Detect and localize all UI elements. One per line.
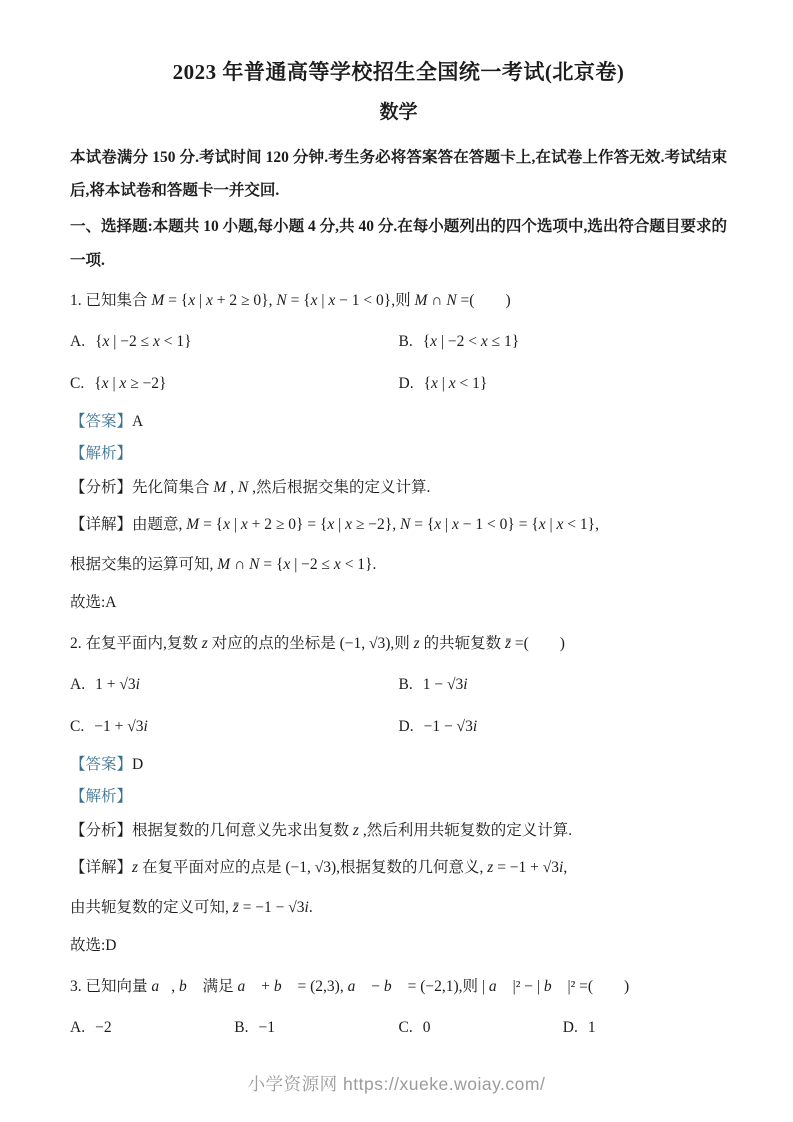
answer-value: A	[132, 413, 144, 430]
answer-label: 【答案】	[70, 413, 133, 430]
option-b	[399, 321, 728, 363]
question-2	[70, 626, 727, 964]
doc-subtitle: 数学	[379, 102, 418, 123]
option-label: B.	[398, 333, 413, 350]
option-c	[70, 706, 399, 748]
question-1-stem: 1. 已知集合 M = {x | x + 2 ≥ 0}, N = {x | x − 1 < 0},则 M ∩ N =( )	[70, 292, 511, 309]
analysis-line: 【分析】根据复数的几何意义先求出复数 z ,然后利用共轭复数的定义计算.	[70, 822, 573, 839]
option-label: D.	[562, 1019, 578, 1036]
detail-line: 由共轭复数的定义可知, z̄ = −1 − √3i.	[70, 899, 313, 916]
question-2-stem: 2. 在复平面内,复数 z 对应的点的坐标是 (−1, √3),则 z 的共轭复数 z̄ =( )	[70, 635, 565, 652]
doc-title: 2023 年普通高等学校招生全国统一考试(北京卷)	[172, 60, 625, 84]
option-label: D.	[398, 375, 414, 392]
option-d	[563, 1007, 727, 1049]
detail-line: 根据交集的运算可知, M ∩ N = {x | −2 ≤ x < 1}.	[70, 556, 377, 573]
option-label: A.	[70, 676, 86, 693]
option-a	[70, 664, 399, 706]
question-3	[70, 969, 727, 1049]
option-label: C.	[398, 1019, 413, 1036]
option-d	[399, 706, 728, 748]
option-label: C.	[70, 375, 85, 392]
answer-label: 【答案】	[70, 756, 133, 773]
option-text: 0	[422, 1019, 431, 1036]
conclusion-line: 故选:D	[70, 937, 117, 954]
analysis-line: 【分析】先化简集合 M , N ,然后根据交集的定义计算.	[70, 479, 431, 496]
option-label: B.	[234, 1019, 249, 1036]
answer-value: D	[132, 756, 144, 773]
answer-line	[70, 749, 727, 781]
option-text: 1	[587, 1019, 596, 1036]
question-1	[70, 283, 727, 621]
option-text: −2	[95, 1019, 112, 1036]
option-text: {x | −2 < x ≤ 1}	[422, 333, 520, 350]
answer-line	[70, 406, 727, 438]
option-label: D.	[398, 718, 414, 735]
option-c	[399, 1007, 563, 1049]
question-2-options	[70, 664, 727, 748]
option-b	[399, 664, 728, 706]
exam-notice: 本试卷满分 150 分.考试时间 120 分钟.考生务必将答案答在答题卡上,在试卷上作答无效.考试结束后,将本试卷和答题卡一并交回.	[70, 149, 727, 199]
question-3-stem: 3. 已知向量 a⃗, b⃗ 满足 a⃗ + b⃗ = (2,3), a⃗ − b⃗ = (−2,1),则 | a⃗ |² − | b⃗ |² =( )	[70, 978, 630, 995]
option-text: 1 − √3i	[422, 676, 468, 693]
option-a	[70, 1007, 234, 1049]
option-text: 1 + √3i	[95, 676, 140, 693]
question-3-options	[70, 1007, 727, 1049]
explanation-label: 【解析】	[70, 445, 133, 462]
option-label: A.	[70, 333, 86, 350]
option-text: {x | x < 1}	[423, 375, 488, 392]
option-text: {x | −2 ≤ x < 1}	[95, 333, 192, 350]
option-label: A.	[70, 1019, 86, 1036]
option-d	[399, 363, 728, 405]
footer-site-text: 小学资源网 https://xueke.woiay.com/	[247, 1074, 546, 1094]
option-a	[70, 321, 399, 363]
option-label: B.	[398, 676, 413, 693]
detail-line: 【详解】由题意, M = {x | x + 2 ≥ 0} = {x | x ≥ −2}, N = {x | x − 1 < 0} = {x | x < 1},	[70, 516, 599, 533]
page-footer	[0, 1071, 793, 1096]
conclusion-line: 故选:A	[70, 594, 117, 611]
option-text: −1 − √3i	[423, 718, 478, 735]
section-one-header: 一、选择题:本题共 10 小题,每小题 4 分,共 40 分.在每小题列出的四个选项中,选出符合题目要求的一项.	[70, 218, 727, 269]
option-text: {x | x ≥ −2}	[94, 375, 167, 392]
option-text: −1 + √3i	[94, 718, 148, 735]
option-b	[234, 1007, 398, 1049]
detail-line: 【详解】z 在复平面对应的点是 (−1, √3),根据复数的几何意义, z = −1 + √3i,	[70, 859, 568, 876]
option-label: C.	[70, 718, 85, 735]
option-text: −1	[258, 1019, 275, 1036]
question-1-options	[70, 321, 727, 405]
explanation-label: 【解析】	[70, 788, 133, 805]
option-c	[70, 363, 399, 405]
